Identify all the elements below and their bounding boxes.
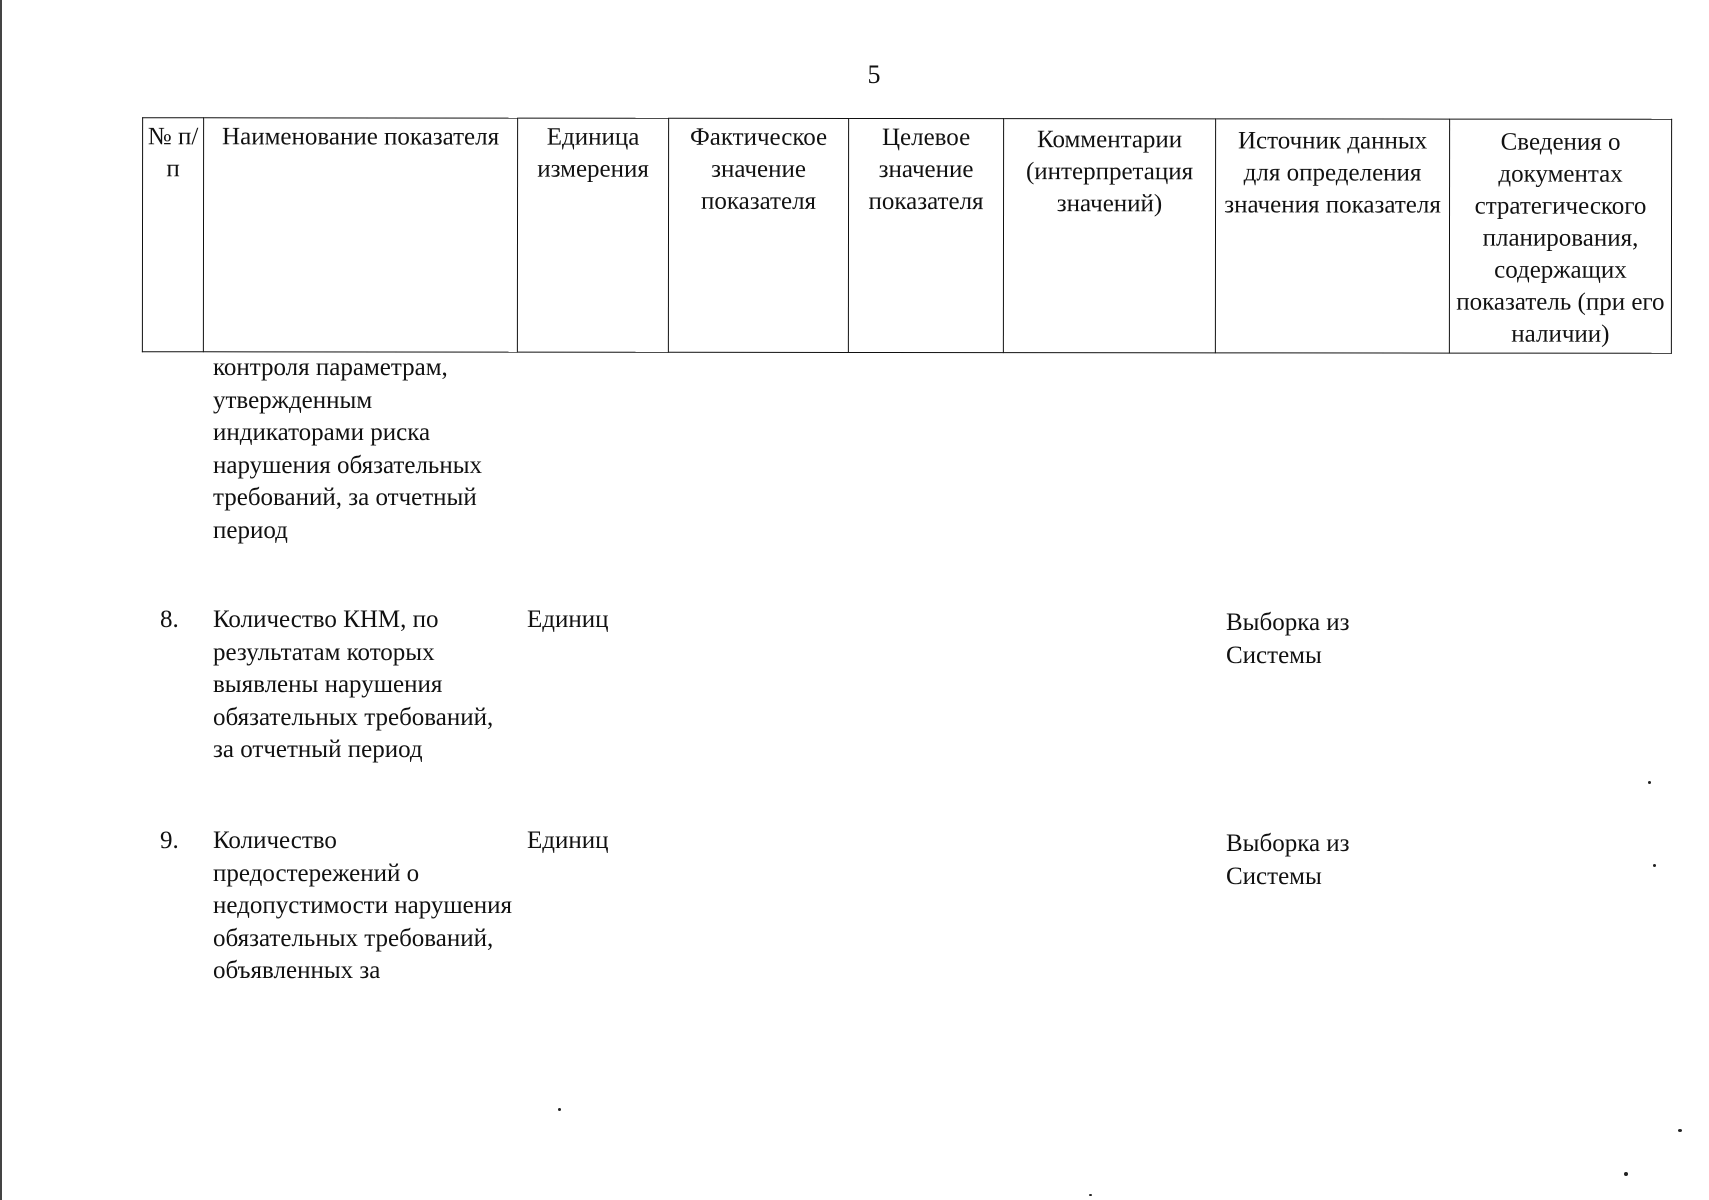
header-num: № п/п [142, 118, 203, 352]
header-comments: Комментарии (интерпретация значений) [1003, 119, 1215, 353]
row-8-number: 8. [160, 606, 179, 633]
scan-speck [1678, 1129, 1682, 1132]
row-9-source: Выборка из Системы [1226, 830, 1350, 890]
row-9-unit: Единиц [527, 827, 609, 854]
header-data-source: Источник данных для определения значения показателя [1215, 119, 1449, 353]
header-row [142, 118, 1671, 354]
scan-speck [1089, 1194, 1092, 1196]
row-8-unit: Единиц [527, 606, 609, 633]
header-actual-value: Фактическое значение показателя [668, 118, 848, 352]
header-strategic-docs: Сведения о документах стратегического планирования, содержащих показатель (при его наличии) [1449, 119, 1671, 353]
header-unit: Единица измерения [517, 118, 668, 352]
scan-speck [1624, 1172, 1628, 1176]
scan-speck [558, 1108, 561, 1111]
page-number: 5 [867, 60, 881, 89]
scan-speck [1648, 781, 1651, 784]
indicators-table-header [142, 117, 1672, 354]
header-name: Наименование показателя [203, 118, 517, 352]
row-9-number: 9. [160, 827, 179, 854]
row-9-name: Количество предостережений о недопустимости нарушения обязательных требований, объявленных за [213, 827, 512, 984]
row-8-source: Выборка из Системы [1226, 609, 1350, 669]
continuation-text: контроля параметрам, утвержденным индикаторами риска нарушения обязательных требований, за отчетный период [213, 354, 482, 544]
row-8-name: Количество КНМ, по результатам которых выявлены нарушения обязательных требований, за отчетный период [213, 606, 494, 763]
scan-speck [1653, 864, 1656, 867]
header-target-value: Целевое значение показателя [848, 118, 1003, 352]
page-left-edge [0, 0, 2, 1200]
